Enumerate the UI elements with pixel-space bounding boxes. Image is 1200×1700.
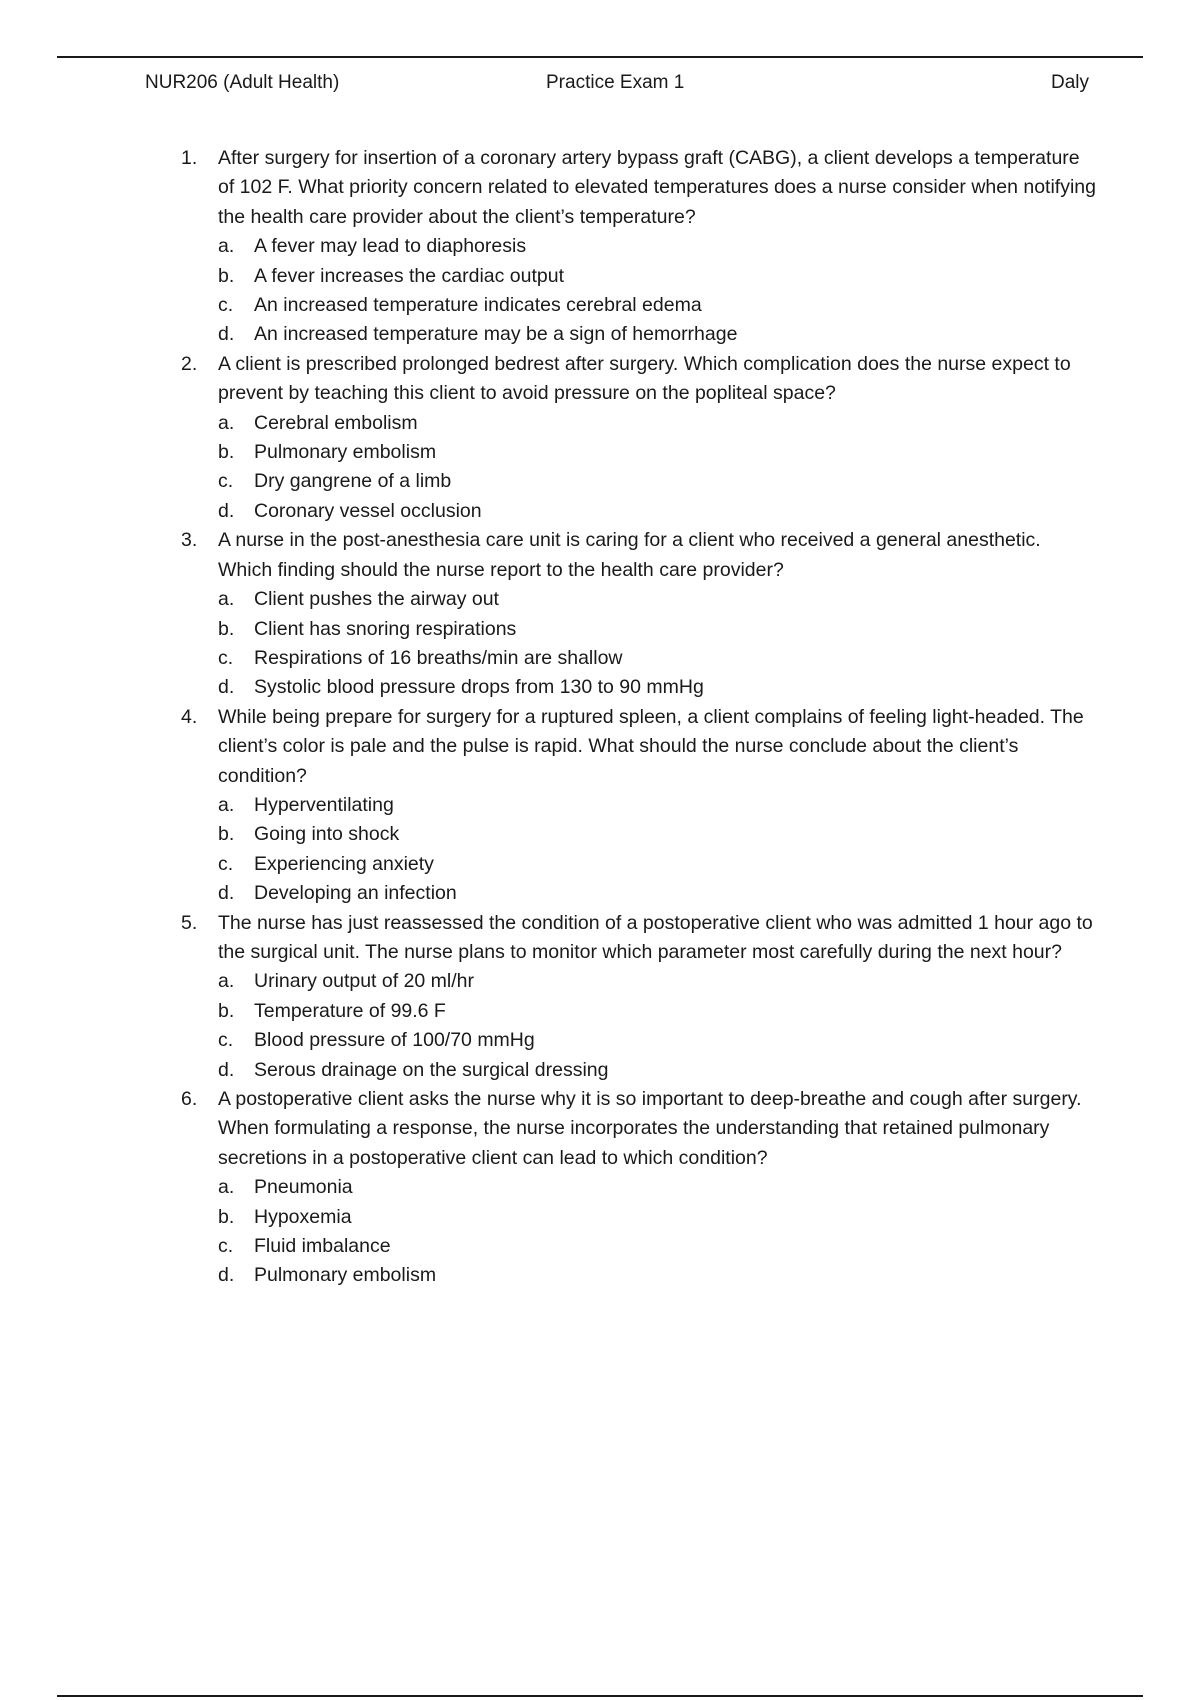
answer-option — [218, 497, 1096, 526]
option-text: Going into shock — [254, 823, 400, 846]
option-letter: d. — [218, 1058, 235, 1081]
option-text: Developing an infection — [254, 882, 457, 905]
answer-option — [218, 291, 1096, 320]
option-text: A fever increases the cardiac output — [254, 264, 565, 287]
option-letter: a. — [218, 588, 235, 611]
option-text: Hyperventilating — [254, 793, 394, 816]
author-name: Daly — [1050, 72, 1089, 93]
option-letter: a. — [218, 235, 235, 258]
option-text: Coronary vessel occlusion — [254, 499, 482, 522]
question-text: A nurse in the post-anesthesia care unit is caring for a client who received a general anesthetic. Which finding should the nurse report to the health care provider? — [218, 529, 1041, 581]
question-number: 1. — [181, 147, 198, 169]
answer-options — [218, 1173, 1096, 1291]
option-text: Pulmonary embolism — [254, 441, 437, 464]
question-5 — [181, 909, 1096, 1085]
option-text: Client has snoring respirations — [254, 617, 517, 640]
option-letter: c. — [218, 294, 234, 317]
option-letter: d. — [218, 1264, 235, 1287]
option-letter: d. — [218, 499, 235, 522]
answer-option — [218, 1232, 1096, 1261]
exam-title: Practice Exam 1 — [546, 72, 685, 93]
answer-option — [218, 1056, 1096, 1085]
option-text: Experiencing anxiety — [254, 852, 434, 875]
page-header — [145, 72, 1089, 100]
answer-option — [218, 467, 1096, 496]
question-2 — [181, 350, 1096, 526]
answer-option — [218, 1026, 1096, 1055]
option-text: Temperature of 99.6 F — [254, 999, 446, 1022]
question-1 — [181, 144, 1096, 350]
question-number: 4. — [181, 705, 198, 728]
option-letter: b. — [218, 823, 235, 846]
option-text: Cerebral embolism — [254, 411, 418, 434]
answer-option — [218, 262, 1096, 291]
answer-option — [218, 232, 1096, 261]
course-name: NUR206 (Adult Health) — [145, 72, 340, 93]
header-rule — [57, 56, 1143, 58]
answer-option — [218, 673, 1096, 702]
option-letter: d. — [218, 676, 235, 699]
option-text: Pulmonary embolism — [254, 1264, 437, 1287]
answer-option — [218, 820, 1096, 849]
question-number: 5. — [181, 911, 198, 934]
option-letter: b. — [218, 1205, 235, 1228]
answer-option — [218, 585, 1096, 614]
answer-option — [218, 997, 1096, 1026]
option-letter: a. — [218, 793, 235, 816]
option-letter: a. — [218, 970, 235, 993]
option-text: Dry gangrene of a limb — [254, 470, 452, 493]
option-text: Systolic blood pressure drops from 130 to 90 mmHg — [254, 676, 704, 699]
option-letter: b. — [218, 264, 235, 287]
question-text: While being prepare for surgery for a ruptured spleen, a client complains of feeling light-headed. The client’s color is pale and the pulse is rapid. What should the nurse conclude about the client’s condition? — [218, 705, 1084, 787]
answer-option — [218, 1203, 1096, 1232]
question-number: 6. — [181, 1088, 198, 1110]
option-letter: a. — [218, 411, 235, 434]
answer-option — [218, 438, 1096, 467]
question-3 — [181, 526, 1096, 702]
question-4 — [181, 703, 1096, 909]
answer-option — [218, 409, 1096, 438]
question-text: After surgery for insertion of a coronary artery bypass graft (CABG), a client develops a temperature of 102 F. What priority concern related to elevated temperatures does a nurse consider when notifying the health care provider about the client’s temperature? — [218, 147, 1096, 228]
option-letter: b. — [218, 441, 235, 464]
option-text: Respirations of 16 breaths/min are shallow — [254, 646, 623, 669]
answer-option — [218, 967, 1096, 996]
question-text: A postoperative client asks the nurse why it is so important to deep-breathe and cough after surgery. When formulating a response, the nurse incorporates the understanding that retained pulmonary secretions in a postoperative client can lead to which condition? — [218, 1088, 1082, 1169]
question-text: A client is prescribed prolonged bedrest after surgery. Which complication does the nurse expect to prevent by teaching this client to avoid pressure on the popliteal space? — [218, 352, 1071, 405]
answer-option — [218, 1173, 1096, 1202]
option-letter: b. — [218, 617, 235, 640]
question-number: 2. — [181, 352, 198, 375]
option-text: Serous drainage on the surgical dressing — [254, 1058, 609, 1081]
question-list — [181, 144, 1096, 1291]
option-text: A fever may lead to diaphoresis — [254, 235, 527, 258]
option-text: An increased temperature indicates cerebral edema — [254, 294, 702, 317]
option-letter: c. — [218, 1235, 234, 1258]
option-letter: c. — [218, 852, 234, 875]
answer-option — [218, 644, 1096, 673]
option-text: Urinary output of 20 ml/hr — [254, 970, 475, 993]
answer-option — [218, 850, 1096, 879]
answer-option — [218, 615, 1096, 644]
option-letter: d. — [218, 882, 235, 905]
option-text: Fluid imbalance — [254, 1235, 391, 1258]
option-text: An increased temperature may be a sign of hemorrhage — [254, 323, 738, 346]
option-text: Client pushes the airway out — [254, 588, 499, 611]
answer-options — [218, 409, 1096, 527]
option-text: Blood pressure of 100/70 mmHg — [254, 1029, 535, 1052]
answer-options — [218, 232, 1096, 350]
answer-option — [218, 320, 1096, 349]
answer-options — [218, 967, 1096, 1085]
option-text: Pneumonia — [254, 1176, 353, 1199]
answer-option — [218, 1261, 1096, 1290]
footer-rule — [57, 1695, 1143, 1697]
option-letter: c. — [218, 470, 234, 493]
question-6 — [181, 1085, 1096, 1291]
option-letter: c. — [218, 1029, 234, 1052]
question-number: 3. — [181, 529, 198, 552]
question-text: The nurse has just reassessed the condition of a postoperative client who was admitted 1 hour ago to the surgical unit. The nurse plans to monitor which parameter most carefully during the next hour? — [218, 911, 1093, 963]
answer-option — [218, 879, 1096, 908]
answer-options — [218, 585, 1096, 703]
option-letter: b. — [218, 999, 235, 1022]
option-text: Hypoxemia — [254, 1205, 352, 1228]
option-letter: c. — [218, 646, 234, 669]
answer-option — [218, 791, 1096, 820]
option-letter: d. — [218, 323, 235, 346]
answer-options — [218, 791, 1096, 909]
option-letter: a. — [218, 1176, 235, 1199]
